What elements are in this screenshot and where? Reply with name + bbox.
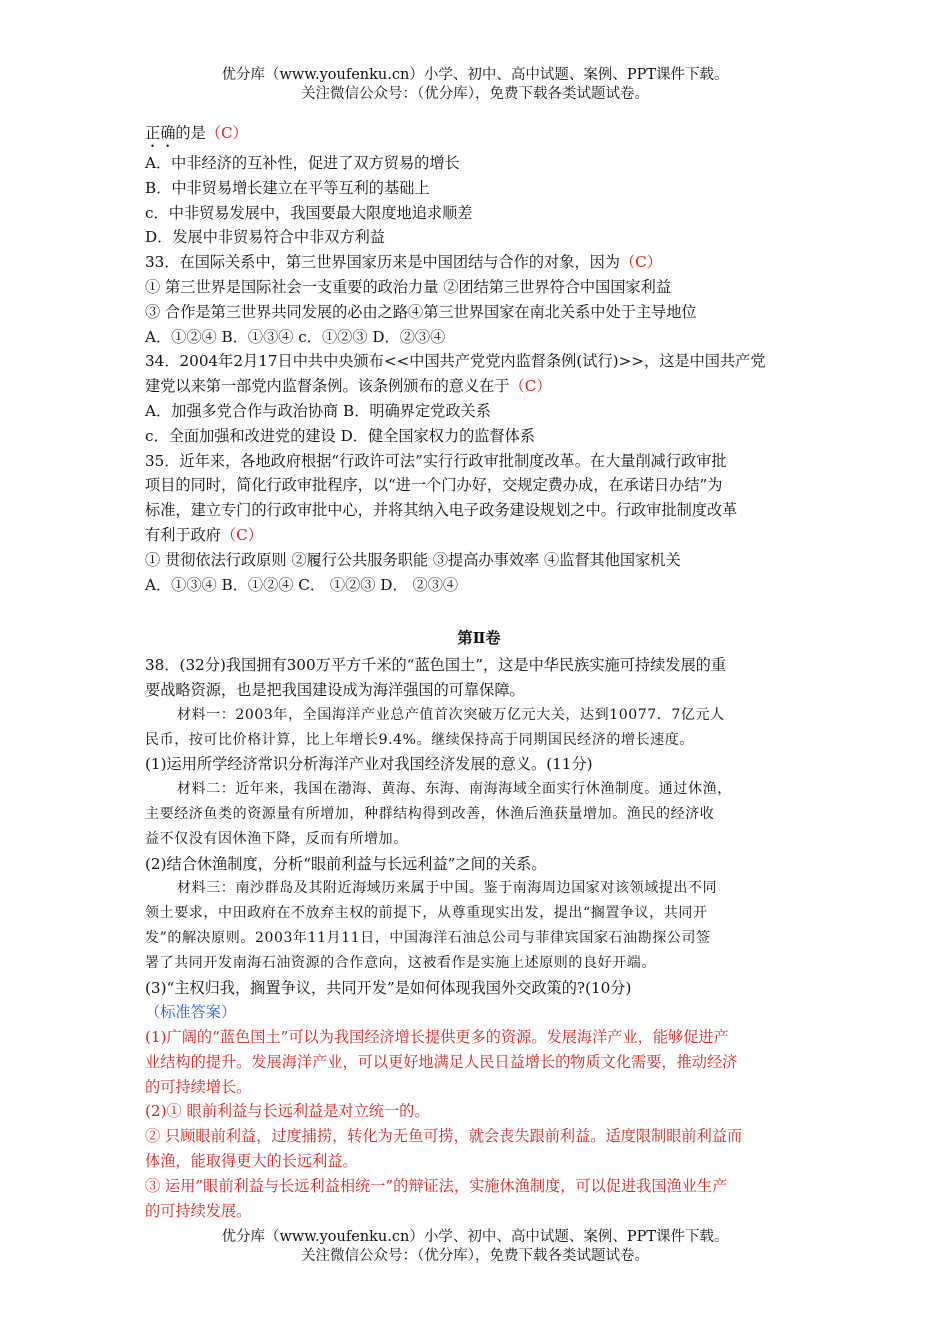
material-1-line-2: 民币，按可比价格计算，比上年增长9.4%。继续保持高于同期国民经济的增长速度。 [145, 731, 694, 748]
header-line-1: 优分库（www.youfenku.cn）小学、初中、高中试题、案例、PPT课件下载。 [221, 67, 729, 83]
header-line-2: 关注微信公众号：（优分库），免费下载各类试题试卷。 [301, 86, 649, 102]
q38-stem-2: 要战略资源，也是把我国建设成为海洋强国的可靠保障。 [145, 680, 525, 699]
material-3-line-3: 发”的解决原则。2003年11月11日，中国海洋石油总公司与菲律宾国家石油勘探公司签 [145, 929, 711, 946]
q35-statements: ① 贯彻依法行政原则 ②履行公共服务职能 ③提高办事效率 ④监督其他国家机关 [145, 550, 681, 569]
material-2-line-1: 材料二：近年来，我国在渤海、黄海、东海、南海海域全面实行休渔制度。通过休渔， [177, 781, 732, 798]
material-3-line-2: 领土要求，中田政府在不放弃主权的前提下，从尊重现实出发，提出“搁置争议，共同开 [145, 905, 708, 922]
answer-2-line-3: 体渔，能取得更大的长远利益。 [145, 1152, 358, 1171]
q34-answer: （C） [509, 377, 552, 396]
material-3-line-1: 材料三：南沙群岛及其附近海域历来属于中国。鉴于南海周边国家对该领域提出不同 [177, 880, 718, 897]
page-header [0, 66, 950, 104]
subquestion-3: (3)“主权归我，搁置争议，共同开发”是如何体现我国外交政策的?(10分) [145, 978, 632, 997]
q35-stem-3: 标准，建立专门的行政审批中心，并将其纳入电子政务建设规划之中。行政审批制度改革 [145, 501, 738, 520]
footer-line-2: 关注微信公众号：（优分库），免费下载各类试题试卷。 [301, 1248, 649, 1264]
section-title: 第Ⅱ卷 [457, 629, 501, 648]
answer-1-line-1: (1)广阔的“蓝色国土”可以为我国经济增长提供更多的资源。发展海洋产业，能够促进产 [145, 1028, 729, 1047]
answer-2-line-4: ③ 运用”眼前利益与长远利益相统一”的辩证法，实施休渔制度，可以促进我国渔业生产 [145, 1176, 728, 1195]
q32-emphasis: 正确 [145, 124, 176, 142]
q34-options-1: A．加强多党合作与政治协商 B．明确界定党政关系 [145, 401, 491, 420]
q34-stem-1: 34．2004年2月17日中共中央颁布<<中国共产党党内监督条例(试行)>>，这是中国共产党 [145, 352, 766, 371]
q33-stem: 33．在国际关系中，第三世界国家历来是中国团结与合作的对象，因为（C） [145, 253, 662, 272]
q32-option-b: B．中非贸易增长建立在平等互利的基础上 [145, 178, 430, 197]
document-body [145, 121, 813, 1223]
answer-2-line-2: ② 只顾眼前利益，过度捕捞，转化为无鱼可捞，就会丧失跟前利益。适度限制眼前利益而 [145, 1127, 743, 1146]
material-2-line-3: 益不仅没有因休渔下降，反而有所增加。 [145, 830, 408, 847]
q35-stem-1: 35．近年来，各地政府根据“行政许可法”实行行政审批制度改革。在大量削减行政审批 [145, 451, 727, 470]
answer-2-line-1: (2)① 眼前利益与长远利益是对立统一的。 [145, 1102, 430, 1121]
material-2-line-2: 主要经济鱼类的资源量有所增加，种群结构得到改善，休渔后渔获量增加。渔民的经济收 [145, 805, 715, 822]
q33-statements-1: ① 第三世界是国际社会一支重要的政治力量 ②团结第三世界符合中国国家利益 [145, 277, 672, 296]
material-1-line-1: 材料一：2003年，全国海洋产业总产值首次突破万亿元大关，达到10077．7亿元人 [177, 706, 725, 723]
q35-stem-4: 有利于政府（C） [145, 525, 263, 544]
q33-options: A．①②④ B．①③④ c．①②③ D．②③④ [145, 327, 446, 346]
material-3-line-4: 署了共同开发南海石油资源的合作意向，这被看作是实施上述原则的良好开端。 [145, 954, 656, 971]
q34-options-2: c．全面加强和改进党的建设 D．健全国家权力的监督体系 [145, 426, 536, 445]
q38-stem-1: 38．(32分)我国拥有300万平方千米的“蓝色国土”，这是中华民族实施可持续发展的重 [145, 656, 727, 675]
q33-answer: （C） [619, 253, 662, 272]
page-footer [0, 1228, 950, 1266]
q35-options: A．①③④ B．①②④ C． ①②③ D． ②③④ [145, 575, 459, 594]
q32-stem: 正确的是（C） [145, 124, 248, 142]
q32-option-c: c．中非贸易发展中，我国要最大限度地追求顺差 [145, 203, 473, 222]
q32-option-a: A．中非经济的互补性，促进了双方贸易的增长 [145, 154, 460, 172]
standard-answer-label: （标准答案） [145, 1003, 237, 1022]
answer-1-line-2: 业结构的提升。发展海洋产业，可以更好地满足人民日益增长的物质文化需要，推动经济 [145, 1052, 738, 1071]
q35-answer: （C） [220, 525, 263, 544]
subquestion-1: (1)运用所学经济常识分析海洋产业对我国经济发展的意义。(11分) [145, 755, 593, 774]
answer-2-line-5: 的可持续发展。 [145, 1201, 252, 1220]
q35-stem-2: 项目的同时，简化行政审批程序，以“进一个门办好，交规定费办成，在承诺日办结”为 [145, 476, 723, 495]
subquestion-2: (2)结合休渔制度，分析“眼前利益与长远利益”之间的关系。 [145, 854, 547, 873]
q32-answer: （C） [205, 124, 248, 142]
footer-line-1: 优分库（www.youfenku.cn）小学、初中、高中试题、案例、PPT课件下载。 [221, 1229, 729, 1245]
answer-1-line-3: 的可持续增长。 [145, 1077, 252, 1096]
q33-statements-2: ③ 合作是第三世界共同发展的必由之路④第三世界国家在南北关系中处于主导地位 [145, 302, 697, 321]
q34-stem-2: 建党以来第一部党内监督条例。该条例颁布的意义在于（C） [145, 377, 552, 396]
q32-option-d: D．发展中非贸易符合中非双方利益 [145, 228, 385, 247]
